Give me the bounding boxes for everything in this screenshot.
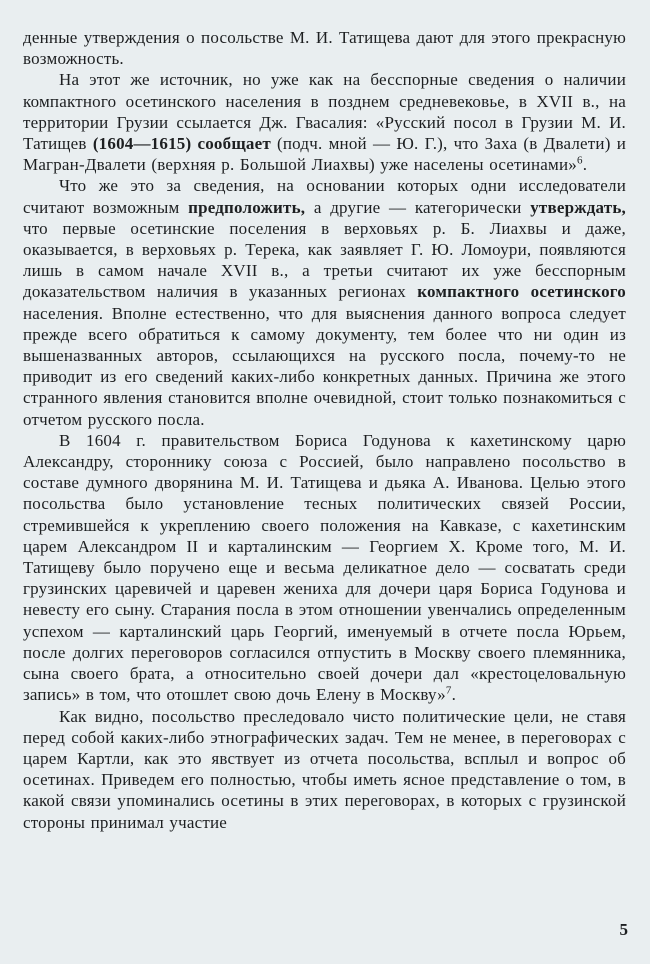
emphasis-text: компактного осетинского [417,282,626,302]
page-number: 5 [619,919,628,939]
paragraph [23,706,626,833]
text-run: Как видно, посольство преследовало чисто политические цели, не ставя перед собой каких-либо этнографических задач. Тем не менее, в переговорах с царем Картли, как это явствует из отчета посольства, всплыл и вопрос об осетинах. Приведем его полностью, чтобы иметь ясное представление о том, в какой связи упоминались осетины в этих переговорах, в которых с грузинской стороны принимал участие [23,706,626,832]
paragraphs-container [23,27,626,833]
text-run: В 1604 г. правительством Бориса Годунова к кахетинскому царю Александру, стороннику союза с Россией, было направлено посольство в составе думного дворянина М. И. Татищева и дьяка А. Иванова. Целью этого посольства было установление тесных политических связей России, стремившейся к укреплению своего положения на Кавказе, с кахетинским царем Александром II и карталинским — Георгием X. Кроме того, М. И. Татищеву было поручено еще и весьма деликатное дело — сосватать среди грузинских царевичей и царевен жениха для дочери царя Бориса Годунова и невесту его сыну. Старания посла в этом отношении увенчались определенным успехом — карталинский царь Георгий, именуемый в отчете посла Юрьем, после долгих переговоров согласился отпустить в Москву своего племянника, сына своего брата, а относительно своей дочери дал «крестоцеловальную запись» в том, что отошлет свою дочь Елену в Москву» [23,430,626,705]
text-run: (подч. мной — Ю. Г.), что Заха (в Двалети) и Магран-Двалети (верхняя р. Большой Лиахвы) уже населены осетинами» [23,134,627,175]
paragraph [23,27,626,69]
emphasis-text: утверждать, [530,197,626,217]
text-run: населения. Вполне естественно, что для выяснения данного вопроса следует прежде всего обратиться к самому документу, тем более что ни один из вышеназванных авторов, ссылающихся на русского посла, почему-то не приводит из его сведений каких-либо конкретных данных. Причина же этого странного явления становится вполне очевидной, стоит только познакомиться с отчетом русского посла. [23,303,626,429]
text-run: . [582,155,588,175]
emphasis-text: предположить, [188,197,306,217]
text-run: Что же это за сведения, на основании которых одни исследователи считают возможным [23,176,626,217]
footnote-marker: 6 [576,154,583,167]
text-run: денные утверждения о посольстве М. И. Татищева дают для этого прекрасную возможность. [23,28,626,69]
paragraph [23,175,626,429]
text-run: На этот же источник, но уже как на бесспорные сведения о наличии компактного осетинского населения в позднем средневековье, в XVII в., на территории Грузии ссылается Дж. Гвасалия: «Русский посол в Грузии М. И. Татищев [23,70,626,154]
text-run: что первые осетинские поселения в верховьях р. Б. Лиахвы и даже, оказывается, в верховьях р. Терека, как заявляет Г. Ю. Ломоури, появляются лишь в самом начале XVII в., а третьи считают их уже бесспорным доказательством наличия в указанных регионах [23,218,626,302]
paragraph [23,430,626,706]
text-run: а другие — категорически [305,197,531,217]
paragraph [23,69,626,175]
emphasis-text: (1604—1615) сообщает [92,134,271,154]
footnote-marker: 7 [445,684,452,697]
text-run: . [451,685,457,705]
